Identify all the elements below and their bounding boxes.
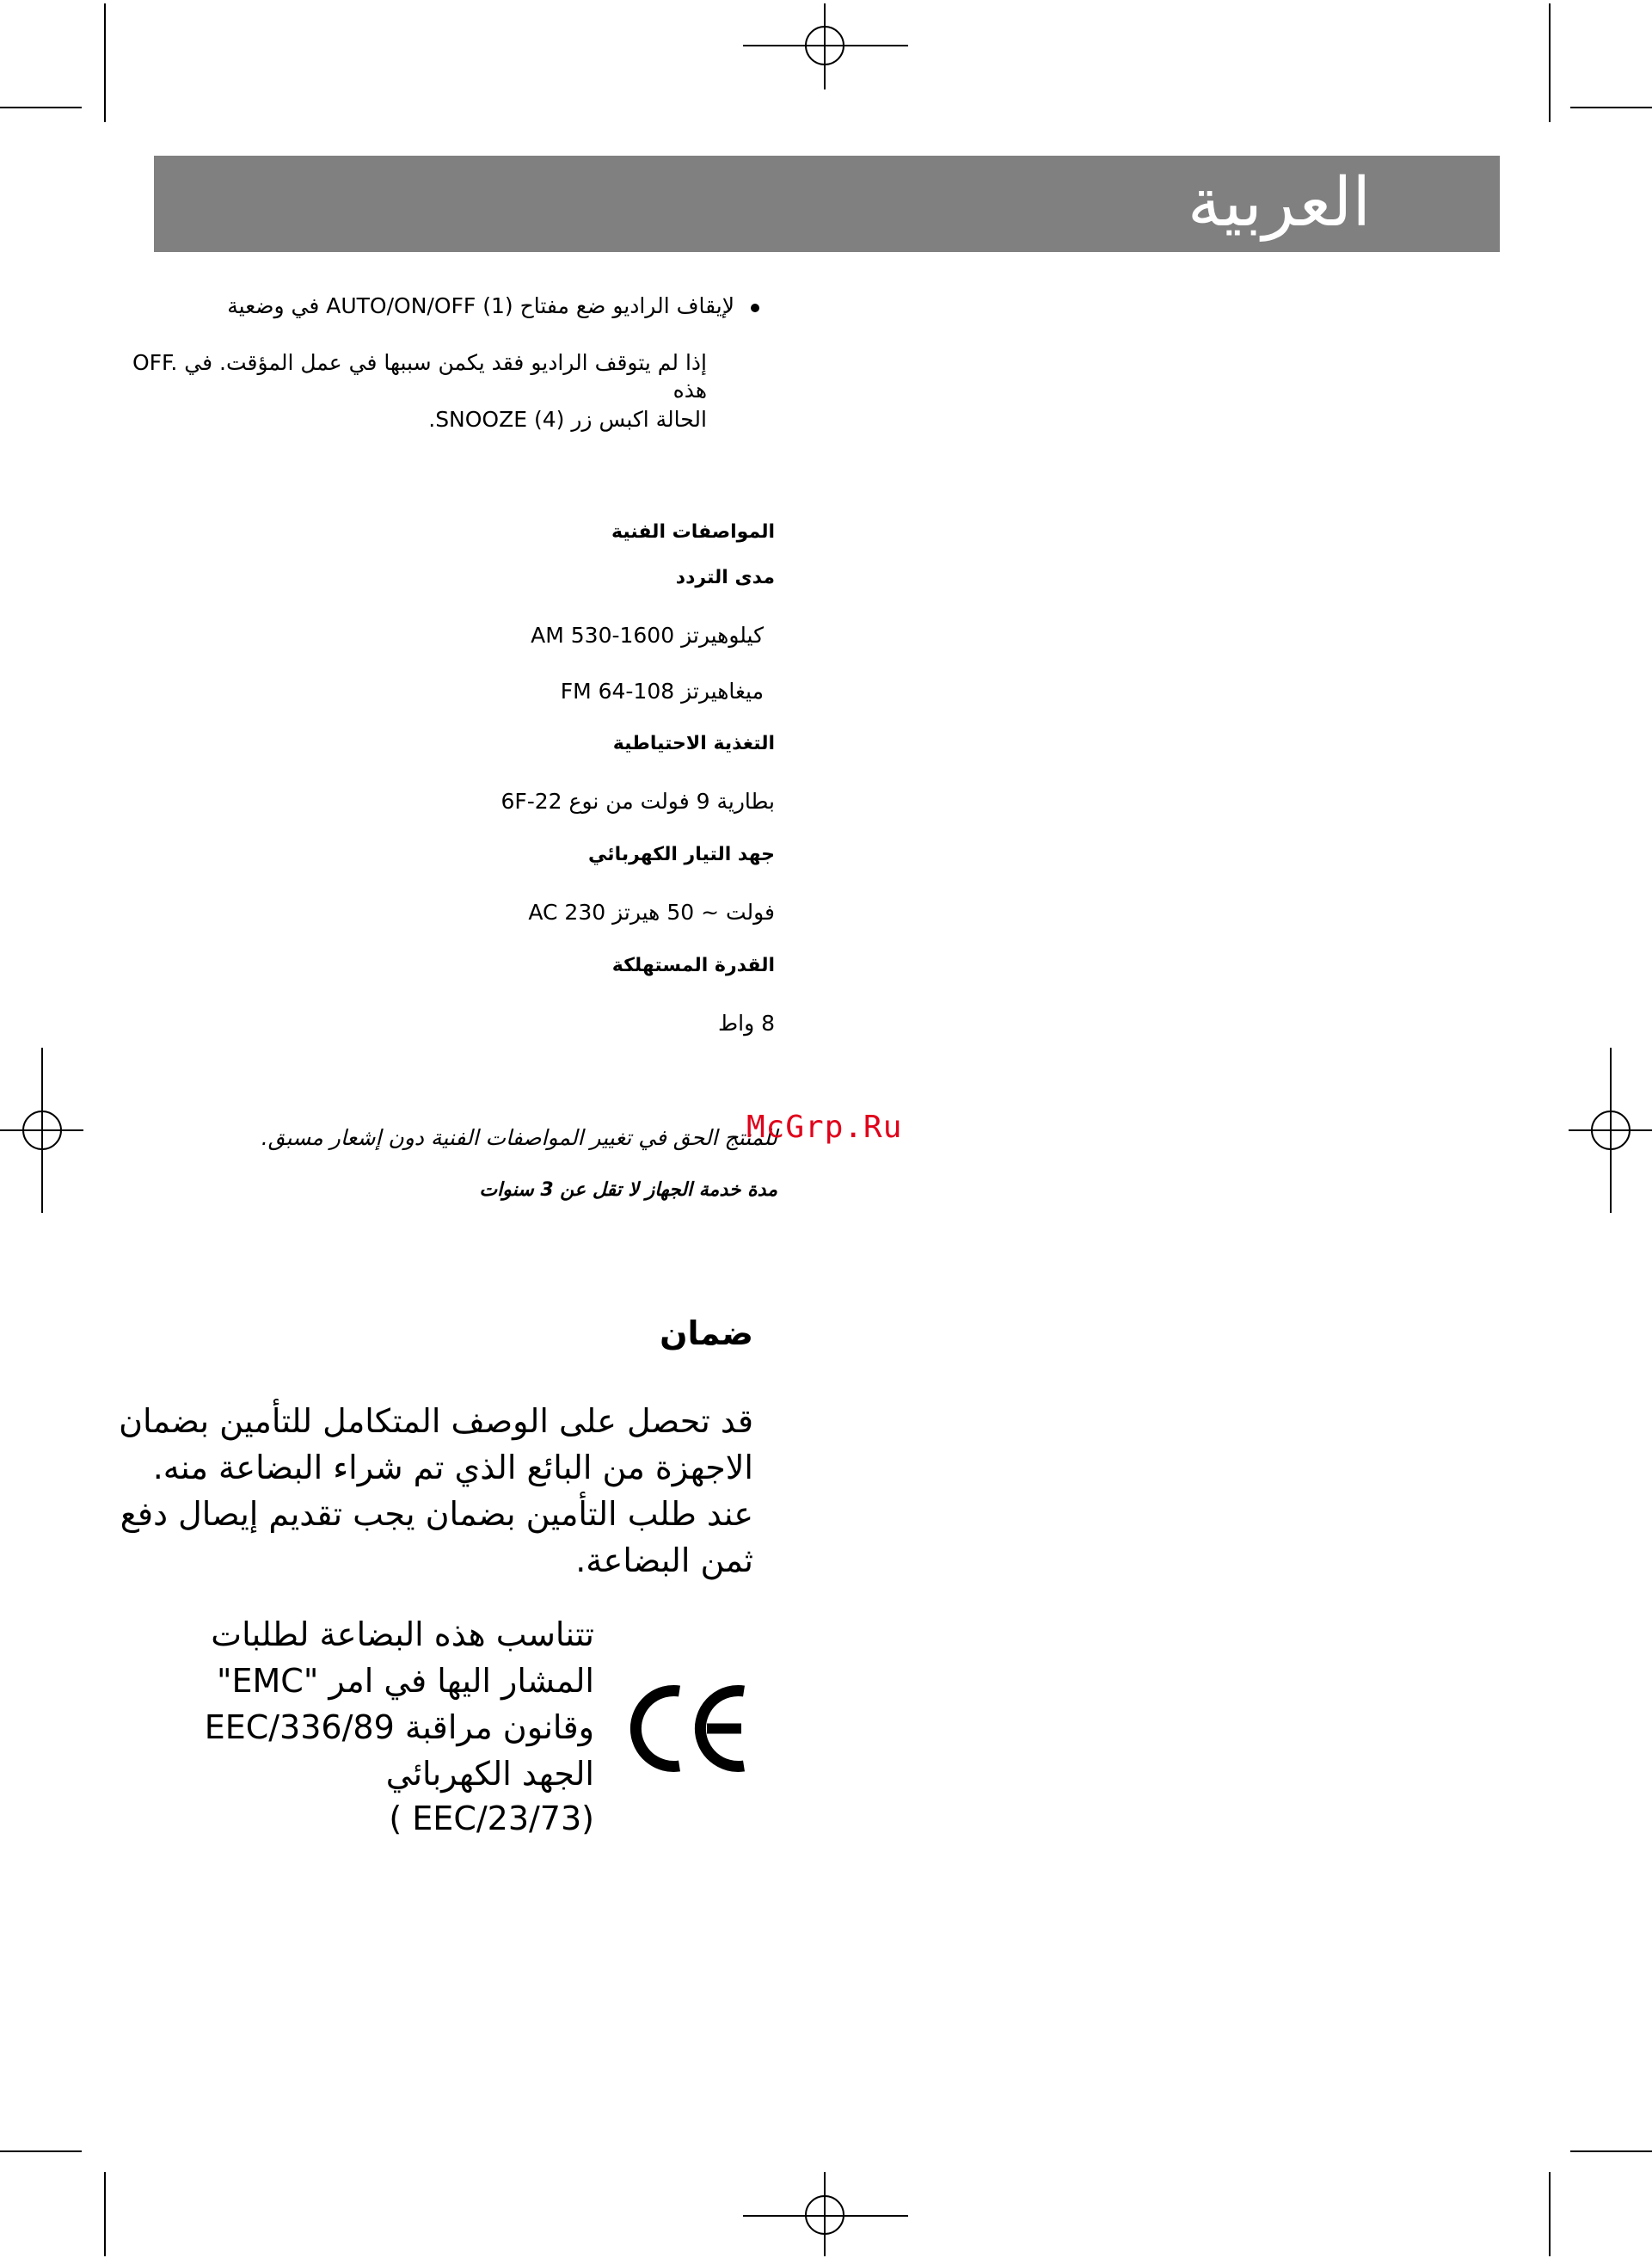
- registration-mark: [1591, 1111, 1631, 1150]
- compliance-line-4: الجهد الكهربائي: [385, 1755, 594, 1793]
- voltage-heading: جهد التيار الكهربائي: [588, 844, 775, 865]
- compliance-line-5: ( EEC/23/73): [389, 1800, 594, 1837]
- crop-mark: [1549, 2172, 1551, 2256]
- crop-mark: [0, 2150, 82, 2152]
- battery-spec: بطارية 9 فولت من نوع 6F-22: [501, 789, 775, 814]
- language-banner: [154, 156, 1500, 252]
- rights-note: للمنتج الحق في تغيير المواصفات الفنية دون إشعار مسبق.: [261, 1125, 777, 1150]
- bullet-line-2: OFF. إذا لم يتوقف الراديو فقد يكمن سببها في عمل المؤقت. في هذه: [132, 350, 707, 403]
- crop-mark: [104, 3, 106, 122]
- ce-mark-icon: [628, 1679, 752, 1778]
- warranty-line-3: عند طلب التأمين بضمان يجب تقديم إيصال دفع: [120, 1495, 753, 1533]
- registration-mark: [805, 2195, 844, 2235]
- crop-mark: [1549, 3, 1551, 122]
- warranty-line-2: الاجهزة من البائع الذي تم شراء البضاعة منه.: [152, 1449, 753, 1486]
- am-range: AM 530-1600 كيلوهيرتز: [531, 623, 764, 648]
- bullet-line-3: الحالة اكبس زر SNOOZE (4).: [428, 407, 707, 432]
- compliance-line-2: "EMC" المشار اليها في امر: [217, 1662, 594, 1700]
- warranty-heading: ضمان: [660, 1314, 753, 1352]
- bullet-line-1: لإيقاف الراديو ضع مفتاح AUTO/ON/OFF (1) في وضعية: [227, 293, 734, 318]
- warranty-line-4: ثمن البضاعة.: [575, 1541, 753, 1579]
- bullet-icon: [751, 304, 759, 312]
- power-heading: القدرة المستهلكة: [611, 955, 775, 976]
- warranty-line-1: قد تحصل على الوصف المتكامل للتأمين بضمان: [119, 1402, 753, 1440]
- crop-mark: [1570, 2150, 1652, 2152]
- language-title: العربية: [1187, 164, 1371, 242]
- compliance-line-3: EEC/336/89 وقانون مراقبة: [204, 1708, 594, 1746]
- service-life: مدة خدمة الجهاز لا تقل عن 3 سنوات: [479, 1179, 777, 1201]
- backup-power-heading: التغذية الاحتياطية: [612, 733, 775, 754]
- crop-mark: [0, 107, 82, 108]
- voltage-spec: AC 230 فولت ~ 50 هيرتز: [528, 900, 775, 925]
- specs-title: المواصفات الفنية: [611, 521, 775, 543]
- crop-mark: [1570, 107, 1652, 108]
- registration-mark: [805, 26, 844, 65]
- power-spec: 8 واط: [718, 1011, 775, 1036]
- watermark: McGrp.Ru: [746, 1110, 903, 1145]
- registration-mark: [22, 1111, 62, 1150]
- fm-range: FM 64-108 ميغاهيرتز: [560, 679, 764, 704]
- frequency-heading: مدى التردد: [675, 567, 775, 588]
- crop-mark: [104, 2172, 106, 2256]
- compliance-line-1: تتناسب هذه البضاعة لطلبات: [211, 1615, 594, 1653]
